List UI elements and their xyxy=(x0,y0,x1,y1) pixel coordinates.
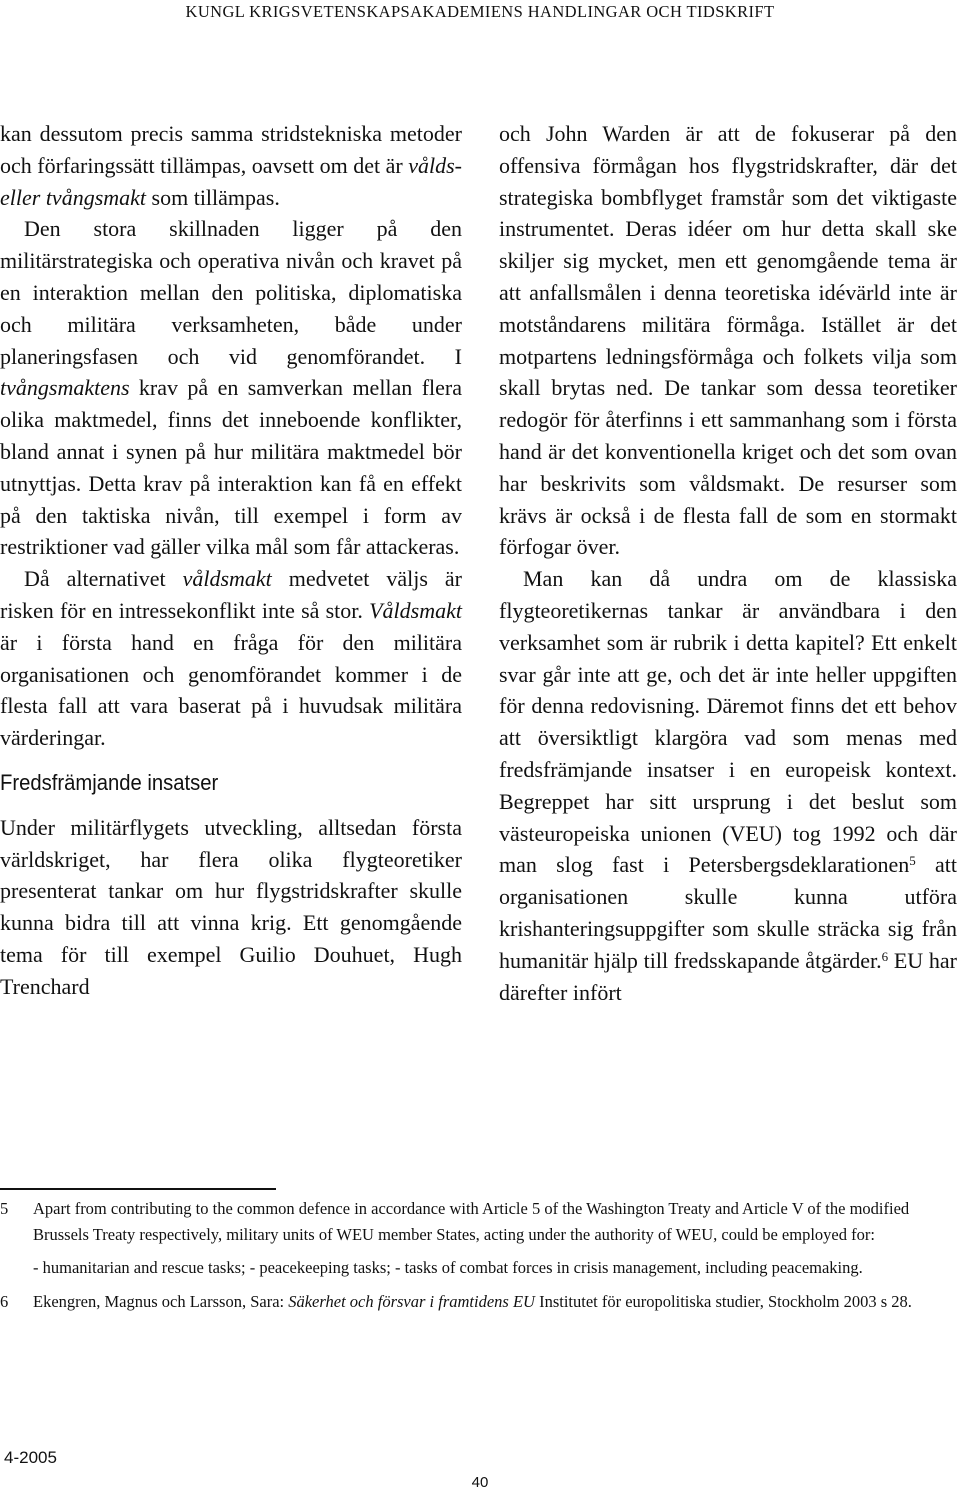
right-column xyxy=(499,118,957,1008)
section-heading: Fredsfrämjande insatser xyxy=(0,769,219,795)
italic-term: tvångsmaktens xyxy=(0,375,130,401)
footnote-divider xyxy=(0,1188,276,1190)
paragraph: Den stora skillnaden ligger på den militärstrategiska och operativa nivån och kravet på en interaktion mellan den politiska, diplomatiska och militära verksamheten, både under planeringsfasen och vid genomförandet. I tvångsmaktens krav på en samverkan mellan flera olika maktmedel, finns det inneboende konflikter, bland annat i synen på hur militära maktmedel bör utnyttjas. Detta krav på interaktion kan få en effekt på den taktiska nivån, till exempel i form av restriktioner vad gäller vilka mål som får attackeras. xyxy=(0,216,462,560)
paragraph: Man kan då undra om de klassiska flygteoretikernas tankar är användbara i den verksamhet som är rubrik i detta kapitel? Ett enkelt svar går inte att ge, och det är inte heller uppgiften för denna redovisning. Däremot finns det ett behov att översiktligt klargöra vad som menas med fredsfrämjande insatser i en europeisk kontext. Begreppet har sitt ursprung i det beslut som västeuropeiska unionen (VEU) tog 1992 och där man slog fast i Petersbergsdeklarationen$^5$ att organisationen skulle kunna utföra krishanteringsuppgifter som skulle sträcka sig från humanitär hjälp till fredsskapande åtgärder.$^6$ EU har därefter infört xyxy=(499,566,957,1005)
issue-label: 4-2005 xyxy=(4,1448,57,1467)
italic-term: Våldsmakt xyxy=(369,597,462,623)
paragraph: kan dessutom precis samma stridstekniska metoder och förfaringssätt tillämpas, oavsett om det är vålds- eller tvångsmakt som tillämpas. xyxy=(0,121,462,210)
left-column xyxy=(0,118,462,1003)
footnote-5-list: - humanitarian and rescue tasks; - peacekeeping tasks; - tasks of combat forces in crisis management, including peacemaking. xyxy=(33,1258,863,1277)
italic-term: vålds- eller tvångsmakt xyxy=(0,152,462,210)
footnote-text: Apart from contributing to the common defence in accordance with Article 5 of the Washington Treaty and Article V of the modified Brussels Treaty respectively, military units of WEU member States, acting under the authority of WEU, could be employed for: xyxy=(33,1199,910,1244)
running-header: KUNGL KRIGSVETENSKAPSAKADEMIENS HANDLINGAR OCH TIDSKRIFT xyxy=(185,2,775,21)
footnotes xyxy=(0,1196,956,1322)
italic-term: våldsmakt xyxy=(182,566,272,592)
footnote-ref[interactable]: 5 xyxy=(909,853,916,869)
paragraph: Under militärflygets utveckling, alltsedan första världskriget, har flera olika flygteoretiker presenterat tankar om hur flygstridskrafter skulle kunna bidra till att vinna krig. Ett genomgående tema för till exempel Guilio Douhuet, Hugh Trenchard xyxy=(0,814,462,999)
paragraph: Då alternativet våldsmakt medvetet väljs är risken för en intressekonflikt inte så stor. Våldsmakt är i första hand en fråga för den militära organisationen och genomförandet kommer i de flesta fall att vara baserat på i huvudsak militära värderingar. xyxy=(0,566,462,751)
footnote-5 xyxy=(0,1196,956,1247)
footnote-6: 6 Ekengren, Magnus och Larsson, Sara: Säkerhet och försvar i framtidens EU Institutet för europolitiska studier, Stockholm 2003 s 28. xyxy=(0,1289,956,1315)
footnote-number: 6 xyxy=(0,1291,9,1311)
footnote-ref[interactable]: 6 xyxy=(881,948,889,964)
page-number: 40 xyxy=(471,1474,489,1491)
paragraph: och John Warden är att de fokuserar på den offensiva förmågan hos flygstridskrafter, där det strategiska bombflyget framstår som det viktigaste instrumentet. Deras idéer om hur detta skall ske skiljer sig mycket, men ett genomgående tema är att anfallsmålen i denna teoretiska idévärld inte är motståndarens militära förmåga. Istället är det motpartens ledningsförmåga och folkets vilja som skall brytas ned. De tankar som dessa teoretiker redogör för återfinns i ett sammanhang som i första hand är det konventionella kriget och det som ovan har beskrivits som våldsmakt. De resurser som krävs är också i de flesta fall de som en stormakt förfogar över. xyxy=(499,121,957,560)
italic-title: Säkerhet och försvar i framtidens EU xyxy=(288,1291,535,1311)
footnote-number: 5 xyxy=(0,1199,9,1218)
